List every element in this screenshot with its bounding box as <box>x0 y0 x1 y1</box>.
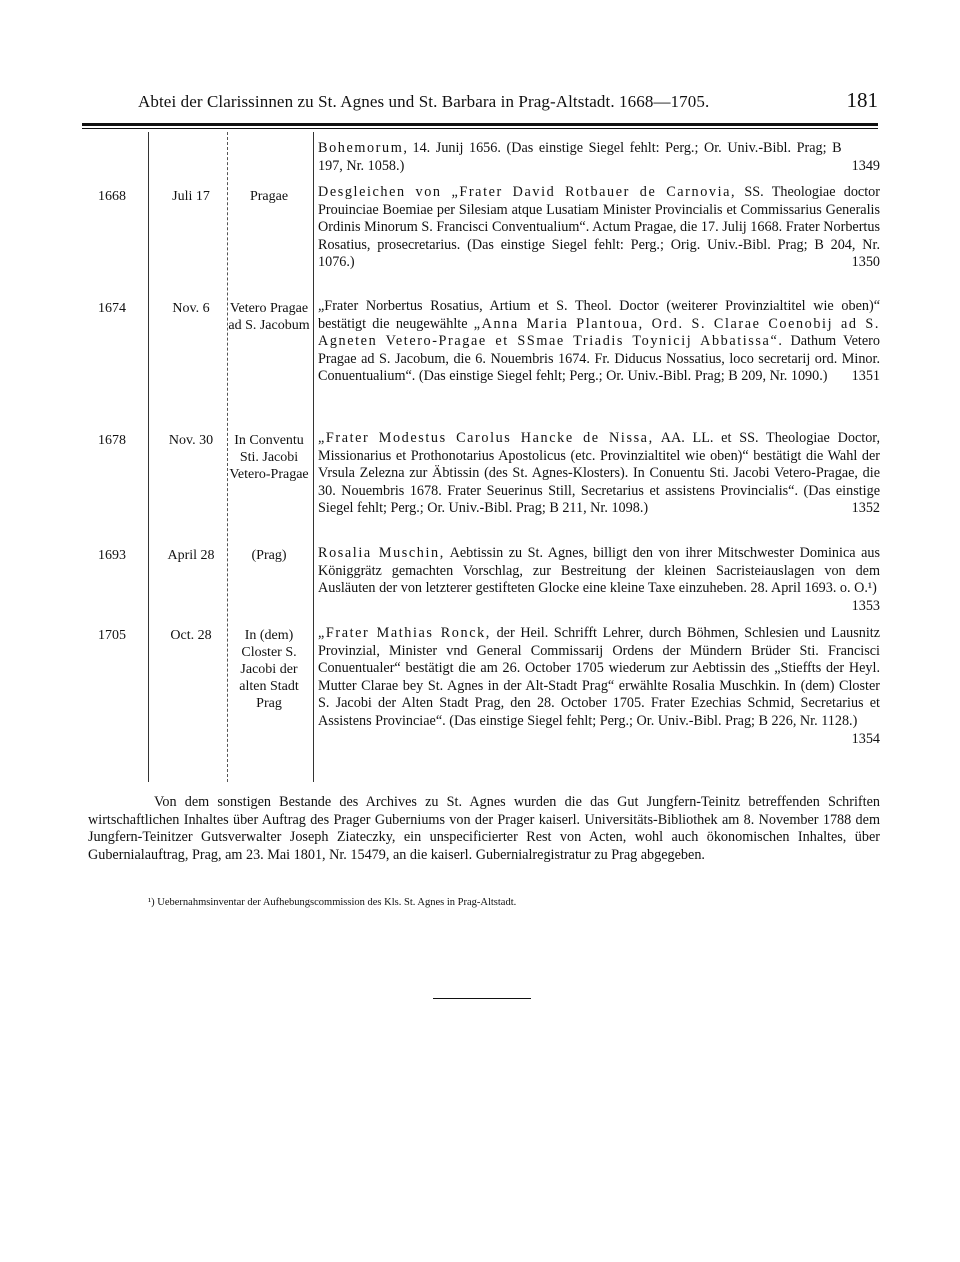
page-title: Abtei der Clarissinnen zu St. Agnes und St. Barbara in Prag-Altstadt. 1668—1705. <box>138 92 710 111</box>
column-divider-date <box>148 132 149 782</box>
regest-number: 1352 <box>851 500 880 517</box>
entry-place: Pragae <box>249 189 289 204</box>
regest-number: 1351 <box>851 368 880 385</box>
regest-number: 1349 <box>851 157 880 174</box>
entry-year: 1678 <box>98 433 126 448</box>
regest-entry <box>318 430 880 518</box>
entry-place: In Conventu Sti. Jacobi Vetero-Pragae <box>229 433 309 482</box>
header-rule-thick <box>82 123 878 126</box>
entry-emphasis: „Anna Maria Plantoua, Ord. S. Clarae Coenobij ad S. Agneten Vetero-Pragae et SSmae Triadis Toynicij Abbatissa“. <box>318 315 880 350</box>
entry-emphasis: „Frater Modestus Carolus Hancke de Nissa, <box>318 430 654 446</box>
header-rule-thin <box>82 128 878 129</box>
entry-date: Juli 17 <box>172 189 210 204</box>
entry-text: der Heil. Schrifft Lehrer, durch Böhmen, Schlesien und Lausnitz Provinzial, Minister vnd General Commissarij Ordens der Mündern Brüder Sti. Francisci Conuentualer“ bestätigt die am 26. October 1705 wiederum zur Aebtissin des „Stieffts der Heyl. Mutter Clarae bey St. Agnes in der Alt-Stadt Prag“ erwählte Rosalia Muschkin. In (dem) Closter S. Jacobi der Alten Stadt Prag, den 28. October 1705. Frater Ezechias Schmid, Secretarius et Assistens Provinciae“. (Das einstige Siegel fehlt; Perg.; Or. Univ.-Bibl. Prag; B 226, Nr. 1128.) <box>318 625 881 729</box>
closing-paragraph: Von dem sonstigen Bestande des Archives zu St. Agnes wurden die das Gut Jungfern-Teinitz betreffenden Schriften wirtschaftlichen Inhaltes über Auftrag des Prager Guberniums von der Prager kaiserl. Universitäts-Bibliothek am 8. November 1788 dem Jungfern-Teinitzer Gutsverwalter Joseph Ziateczky, ein unspecificierter Rest von Acten, wohl auch ökonomischen Inhaltes, über Gubernialauftrag, Prag, am 23. Mai 1801, Nr. 15479, an die kaiserl. Gubernialregistratur zu Prag abgegeben. <box>88 794 880 863</box>
regest-entry <box>318 625 880 748</box>
regest-number: 1354 <box>851 730 880 747</box>
entry-text: „Frater Norbertus Rosatius, Artium et S. Theol. Doctor (weiterer Provinzialtitel wie oben)“ bestätigt die neugewählte <box>318 298 880 332</box>
regest-entry <box>318 184 880 272</box>
entry-date: Oct. 28 <box>170 628 212 643</box>
regest-entry <box>318 545 880 615</box>
entry-text: AA. LL. et SS. Theologiae Doctor, Missionarius et Prothonotarius Apostolicus (etc. Provinzialtitel wie oben)“ bestätigt die Wahl der Vrsula Zelezna zur Äbtissin (des St. Agnes-Klosters). In Conuentu Sti. Jacobi Vetero-Pragae, die 30. Nouembris 1678. Frater Seuerinus Still, Secretarius et assistens Provincialis“. (Das einstige Siegel fehlt; Perg.; Or. Univ.-Bibl. Prag; B 211, Nr. 1098.) <box>318 430 880 517</box>
running-header <box>138 88 878 118</box>
entry-year: 1693 <box>98 548 126 563</box>
entry-text: , 14. Junij 1656. (Das einstige Siegel fehlt: Perg.; Or. Univ.-Bibl. Prag; B 197, Nr. 1058.) <box>318 140 842 174</box>
column-divider-text <box>313 132 314 782</box>
entry-emphasis: Bohemorum <box>318 140 404 156</box>
footnote: ¹) Uebernahmsinventar der Aufhebungscommission des Kls. St. Agnes in Prag-Altstadt. <box>148 897 517 908</box>
entry-emphasis: Desgleichen von „Frater David Rotbauer de Carnovia, <box>318 184 737 200</box>
regest-number: 1350 <box>851 254 880 271</box>
entry-date: Nov. 30 <box>168 433 214 448</box>
entry-text: Dathum Vetero Pragae ad S. Jacobum, die 6. Nouembris 1674. Fr. Diducus Nossatius, loco secretarij ord. Minor. Conuentualium“. (Das einstige Siegel fehlt; Perg.; Or. Univ.-Bibl. Prag; B 209, Nr. 1090.) <box>318 333 880 385</box>
entry-emphasis: „Frater Mathias Ronck, <box>318 625 491 641</box>
entry-year: 1705 <box>98 628 126 643</box>
entry-date: April 28 <box>167 548 215 563</box>
regest-entry <box>318 298 880 386</box>
entry-place: Vetero Pragae ad S. Jacobum <box>228 301 310 333</box>
page-number: 181 <box>846 88 878 112</box>
entry-text: Aebtissin zu St. Agnes, billigt den von ihrer Mitschwester Dominica aus Königgrätz gemachten Vorschlag, zur Bestreitung der kleinen Sacristeiauslagen von dem Ausläuten der von letzterer gestifteten Glocke eine kleine Taxe einzuheben. 28. April 1693. o. O.¹) <box>318 545 881 597</box>
entry-year: 1674 <box>98 301 126 316</box>
entry-place: (Prag) <box>251 548 287 563</box>
entry-year: 1668 <box>98 189 126 204</box>
regest-number: 1353 <box>851 597 880 614</box>
regest-entry <box>318 140 880 175</box>
entry-date: Nov. 6 <box>172 301 210 316</box>
entry-emphasis: Rosalia Muschin, <box>318 545 445 561</box>
entry-place: In (dem) Closter S. Jacobi der alten Stadt Prag <box>239 628 299 711</box>
end-rule <box>433 998 531 999</box>
entry-text: SS. Theologiae doctor Prouinciae Boemiae per Silesiam atque Lusatiam Minister Provincialis et Commissarius Generalis Ordinis Minorum S. Francisci Conventualium“. Actum Pragae, die 17. Julij 1668. Frater Norbertus Rosatius, prosecretarius. (Das einstige Siegel fehlt: Perg.; Orig. Univ.-Bibl. Prag; B 204, Nr. 1076.) <box>318 184 880 271</box>
